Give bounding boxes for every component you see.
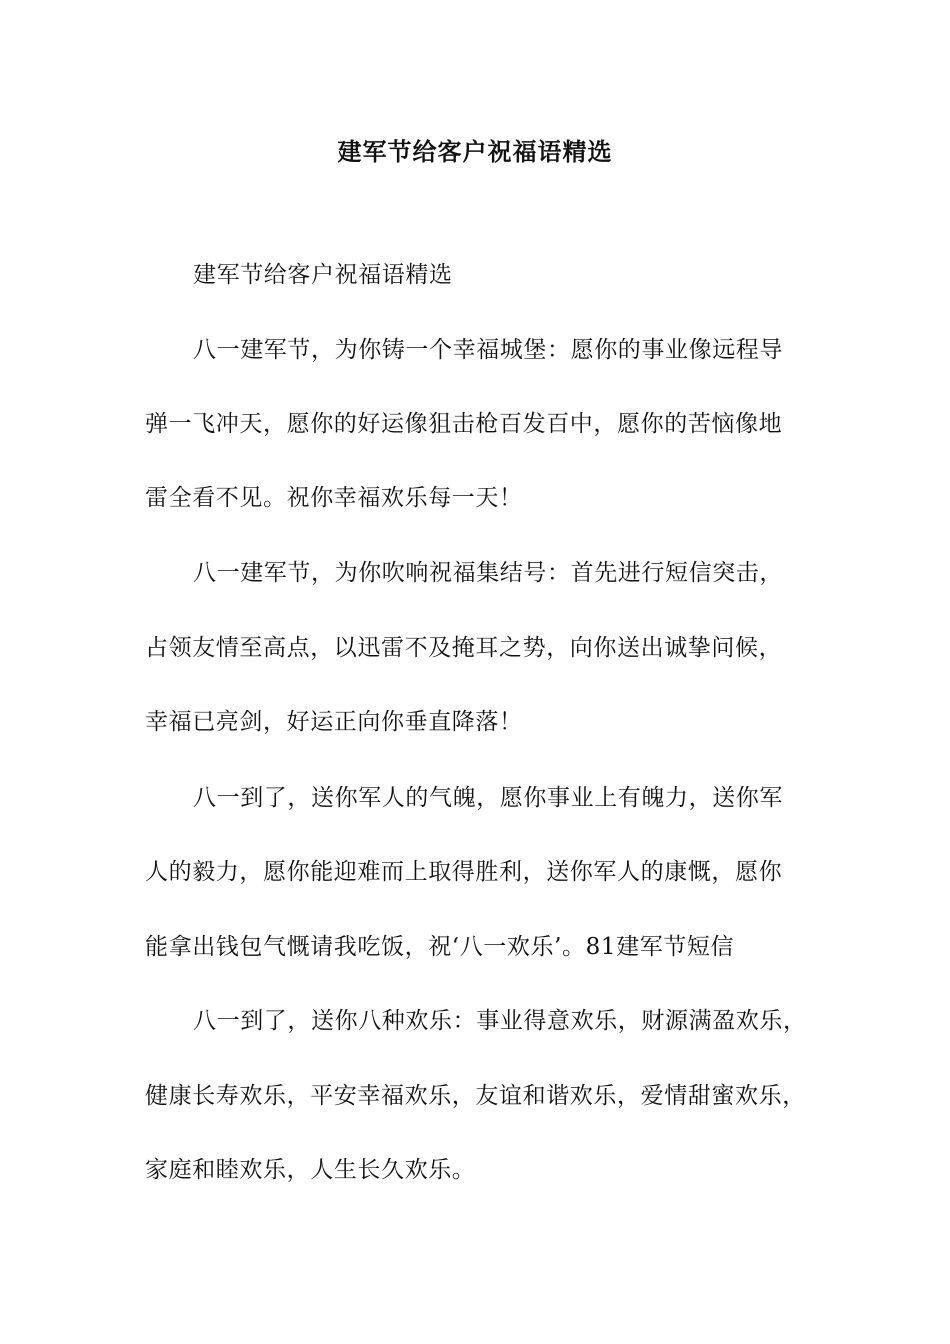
document-subtitle: 建军节给客户祝福语精选 (193, 262, 453, 288)
paragraph-line: 八一到了，送你军人的气魄，愿你事业上有魄力，送你军 (193, 785, 783, 811)
document-title: 建军节给客户祝福语精选 (337, 137, 613, 166)
paragraph-line: 八一建军节，为你铸一个幸福城堡：愿你的事业像远程导 (193, 337, 783, 363)
paragraph-line: 雷全看不见。祝你幸福欢乐每一天！ (145, 485, 523, 511)
paragraph-line: 能拿出钱包气慨请我吃饭，祝‘八一欢乐’。81建军节短信 (145, 934, 735, 960)
paragraph-line: 弹一飞冲天，愿你的好运像狙击枪百发百中，愿你的苦恼像地 (145, 411, 783, 437)
paragraph-line: 健康长寿欢乐，平安幸福欢乐，友谊和谐欢乐，爱情甜蜜欢乐， (145, 1083, 806, 1109)
paragraph-line: 八一建军节，为你吹响祝福集结号：首先进行短信突击， (193, 560, 783, 586)
paragraph-line: 人的毅力，愿你能迎难而上取得胜利，送你军人的康慨，愿你 (145, 859, 783, 885)
paragraph-line: 占领友情至高点，以迅雷不及掩耳之势，向你送出诚挚问候， (145, 635, 783, 661)
paragraph-line: 八一到了，送你八种欢乐：事业得意欢乐，财源满盈欢乐， (193, 1008, 807, 1034)
paragraph-line: 家庭和睦欢乐，人生长久欢乐。 (145, 1157, 476, 1183)
paragraph-line: 幸福已亮剑，好运正向你垂直降落！ (145, 709, 523, 735)
